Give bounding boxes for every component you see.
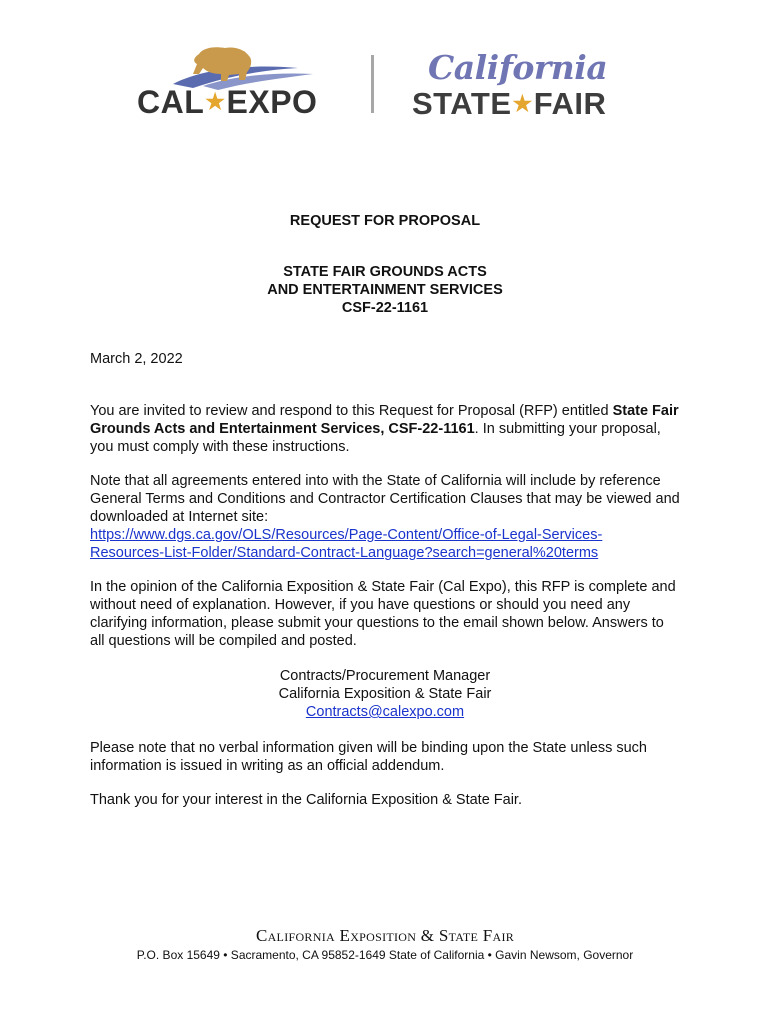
state-fair-wordmark: STATE★FAIR — [412, 86, 607, 121]
rfp-title-line2: AND ENTERTAINMENT SERVICES — [267, 282, 503, 298]
bear-icon — [133, 40, 333, 90]
thank-you-paragraph: Thank you for your interest in the California Exposition & State Fair. — [90, 792, 522, 808]
rfp-number: CSF-22-1161 — [341, 300, 429, 316]
contact-title: Contracts/Procurement Manager — [279, 668, 491, 684]
contact-email-link[interactable]: Contracts@calexpo.com — [305, 704, 465, 720]
logo-divider — [371, 55, 374, 113]
document-title: REQUEST FOR PROPOSAL — [289, 213, 481, 229]
cal-expo-wordmark: CAL★EXPO — [137, 84, 318, 120]
rfp-name-bold: State Fair Grounds Acts and Entertainment Services, CSF-22-1161 — [90, 403, 679, 437]
document-date: March 2, 2022 — [90, 351, 183, 367]
contact-email-row — [0, 703, 770, 721]
intro-paragraph: You are invited to review and respond to this Request for Proposal (RFP) entitled State Fair Grounds Acts and Entertainment Services, CSF-22-1161. In submitting your proposal, you must comply with these instructions. — [90, 403, 679, 455]
california-script: California — [428, 48, 608, 87]
contact-org: California Exposition & State Fair — [278, 686, 492, 702]
cal-expo-logo — [133, 40, 333, 120]
dgs-terms-link[interactable]: https://www.dgs.ca.gov/OLS/Resources/Page-Content/Office-of-Legal-Services- — [90, 527, 603, 543]
verbal-info-paragraph: Please note that no verbal information given will be binding upon the State unless such information is issued in writing as an official addendum. — [90, 740, 647, 774]
rfp-title-line1: STATE FAIR GROUNDS ACTS — [283, 264, 487, 280]
footer-address: P.O. Box 15649 • Sacramento, CA 95852-1649 State of California • Gavin Newsom, Governor — [136, 948, 634, 962]
state-fair-logo — [400, 48, 640, 120]
star-icon: ★ — [512, 91, 533, 116]
star-icon: ★ — [205, 89, 226, 114]
questions-paragraph: In the opinion of the California Exposition & State Fair (Cal Expo), this RFP is complete and without need of explanation. However, if you have questions or should you need any clarifying information, please submit your questions to the email shown below. Answers to all questions will be compiled and posted. — [90, 579, 676, 649]
footer-organization: California Exposition & State Fair — [255, 926, 515, 945]
terms-paragraph: Note that all agreements entered into with the State of California will include by reference General Terms and Conditions and Contractor Certification Clauses that may be viewed and downloaded at Internet site: https://www.dgs.ca.gov/OLS/Resources/Page-Content/Office-of-Legal-Services- Resources-List-Folder/Standard-Contract-Language?search=general%20terms — [90, 473, 680, 561]
dgs-terms-link-cont[interactable]: Resources-List-Folder/Standard-Contract-Language?search=general%20terms — [90, 545, 599, 561]
